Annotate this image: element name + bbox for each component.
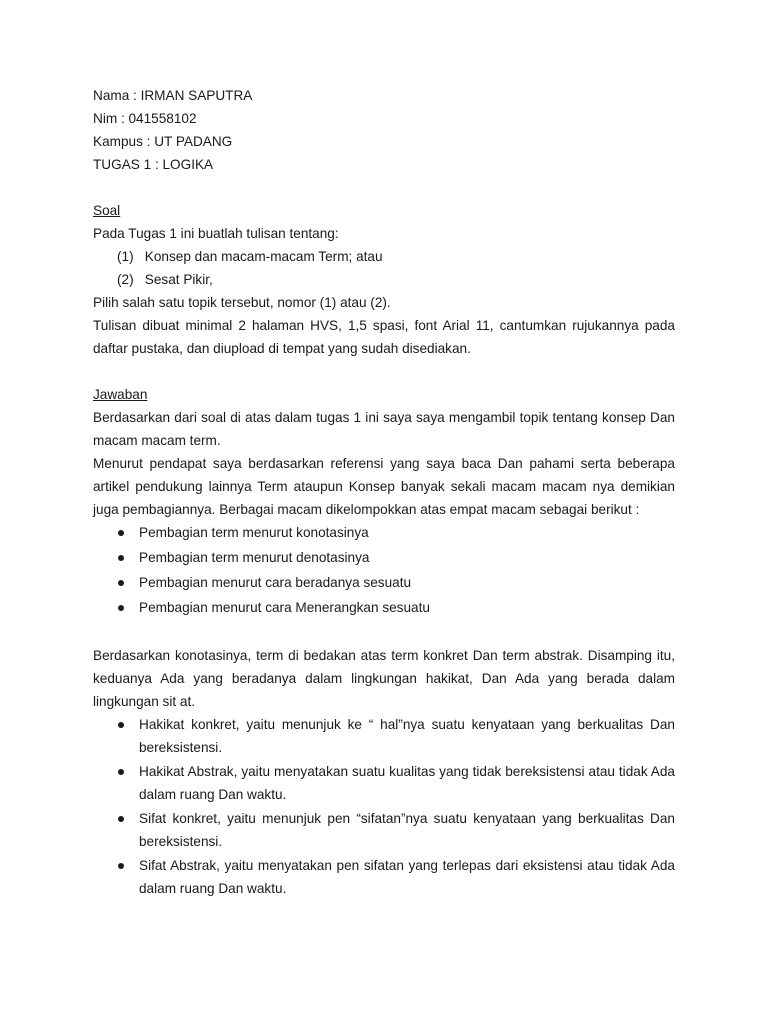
list-item xyxy=(93,760,675,806)
list-item xyxy=(93,713,675,759)
bullet-icon xyxy=(118,722,124,728)
document-body xyxy=(93,84,675,901)
list-item-text: Pembagian menurut cara beradanya sesuatu xyxy=(139,575,412,590)
soal-options xyxy=(93,245,675,291)
option-text: Sesat Pikir, xyxy=(144,272,213,287)
term-division-list xyxy=(93,521,675,619)
soal-heading: Soal xyxy=(93,203,121,218)
option-number: (1) xyxy=(117,249,134,264)
soal-instructions: Tulisan dibuat minimal 2 halaman HVS, 1,5 spasi, font Arial 11, cantumkan rujukannya pada daftar pustaka, dan diupload di tempat yang sudah disediakan. xyxy=(93,318,675,356)
list-item-text: Hakikat Abstrak, yaitu menyatakan suatu kualitas yang tidak bereksistensi atau tidak Ada dalam ruang Dan waktu. xyxy=(139,764,675,802)
option-number: (2) xyxy=(117,272,134,287)
jawaban-paragraph-2: Menurut pendapat saya berdasarkan referensi yang saya baca Dan pahami serta beberapa artikel pendukung lainnya Term ataupun Konsep banyak sekali macam macam nya demikian juga pembagiannya. Berbagai macam dikelompokkan atas empat macam sebagai berikut : xyxy=(93,456,675,517)
list-item xyxy=(93,807,675,853)
option-text: Konsep dan macam-macam Term; atau xyxy=(144,249,383,264)
list-item-text: Hakikat konkret, yaitu menunjuk ke “ hal”nya suatu kenyataan yang berkualitas Dan bereksistensi. xyxy=(139,717,675,755)
student-nim: Nim : 041558102 xyxy=(93,111,197,126)
soal-intro: Pada Tugas 1 ini buatlah tulisan tentang: xyxy=(93,226,339,241)
list-item-text: Pembagian term menurut denotasinya xyxy=(139,550,370,565)
jawaban-heading: Jawaban xyxy=(93,387,148,402)
konotasi-list xyxy=(93,713,675,900)
list-item-text: Sifat konkret, yaitu menunjuk pen “sifatan”nya suatu kenyataan yang berkualitas Dan bereksistensi. xyxy=(139,811,675,849)
list-item xyxy=(93,596,675,619)
bullet-icon xyxy=(118,580,124,586)
list-item-text: Pembagian menurut cara Menerangkan sesuatu xyxy=(139,600,430,615)
bullet-icon xyxy=(118,530,124,536)
list-item xyxy=(93,521,675,544)
list-item-text: Pembagian term menurut konotasinya xyxy=(139,525,369,540)
student-name: Nama : IRMAN SAPUTRA xyxy=(93,88,253,103)
soal-option xyxy=(117,268,675,291)
list-item xyxy=(93,546,675,569)
list-item-text: Sifat Abstrak, yaitu menyatakan pen sifatan yang terlepas dari eksistensi atau tidak Ada dalam ruang Dan waktu. xyxy=(139,858,675,896)
bullet-icon xyxy=(118,555,124,561)
assignment-title: TUGAS 1 : LOGIKA xyxy=(93,157,214,172)
jawaban-paragraph-3: Berdasarkan konotasinya, term di bedakan atas term konkret Dan term abstrak. Disamping itu, keduanya Ada yang beradanya dalam lingkungan hakikat, Dan Ada yang berada dalam lingkungan sit at. xyxy=(93,648,675,709)
soal-choose: Pilih salah satu topik tersebut, nomor (1) atau (2). xyxy=(93,295,391,310)
bullet-icon xyxy=(118,605,124,611)
student-campus: Kampus : UT PADANG xyxy=(93,134,233,149)
soal-option xyxy=(117,245,675,268)
jawaban-paragraph-1: Berdasarkan dari soal di atas dalam tugas 1 ini saya saya mengambil topik tentang konsep Dan macam macam term. xyxy=(93,410,675,448)
bullet-icon xyxy=(118,769,124,775)
list-item xyxy=(93,854,675,900)
bullet-icon xyxy=(118,863,124,869)
bullet-icon xyxy=(118,816,124,822)
list-item xyxy=(93,571,675,594)
